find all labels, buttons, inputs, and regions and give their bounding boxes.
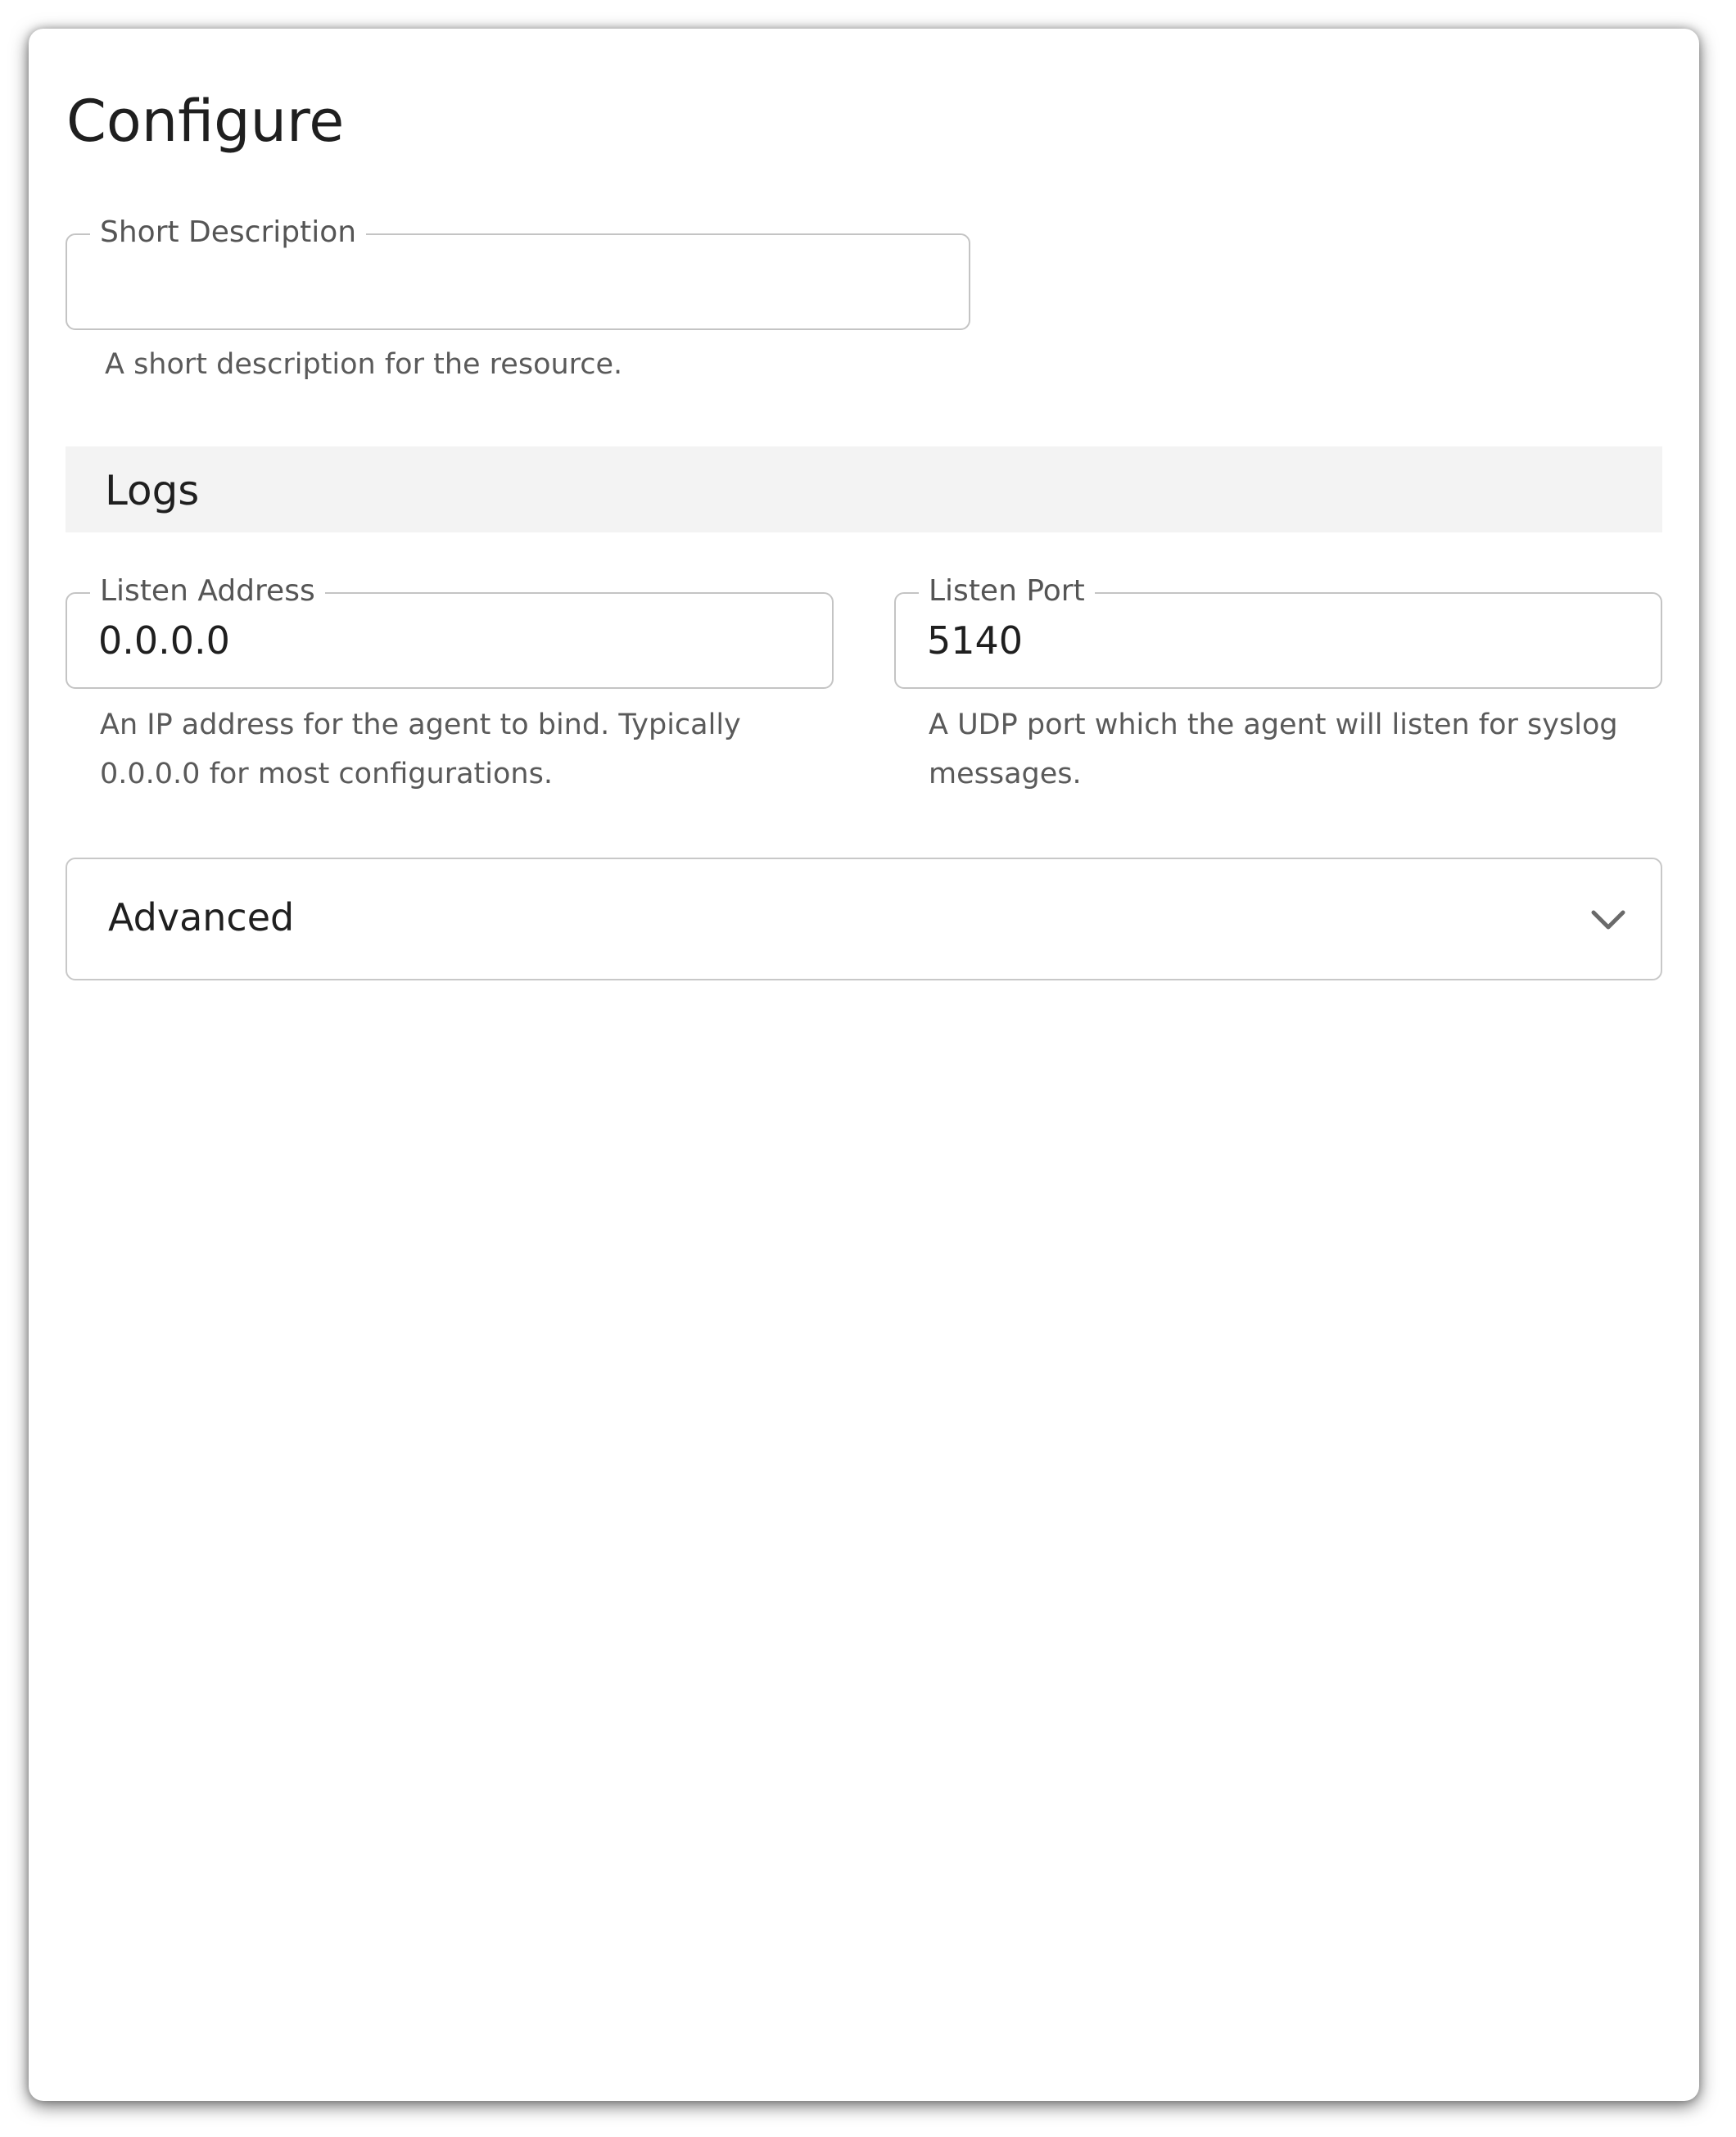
- listen-address-field[interactable]: [66, 574, 834, 689]
- short-description-input[interactable]: [98, 235, 944, 328]
- listen-port-helper: A UDP port which the agent will listen for syslog messages.: [929, 709, 1618, 790]
- listen-address-input[interactable]: [98, 594, 807, 687]
- short-description-label: Short Description: [90, 212, 366, 253]
- chevron-down-icon[interactable]: [1587, 899, 1630, 941]
- listen-port-input[interactable]: [927, 594, 1636, 687]
- logs-section-title: Logs: [105, 467, 200, 514]
- advanced-accordion-label: Advanced: [108, 895, 295, 939]
- short-description-helper: A short description for the resource.: [105, 348, 623, 381]
- configure-card: [29, 29, 1699, 2101]
- listen-port-field[interactable]: [894, 574, 1662, 689]
- listen-address-helper: An IP address for the agent to bind. Typically 0.0.0.0 for most configurations.: [100, 709, 741, 790]
- logs-section-header: [66, 446, 1662, 532]
- short-description-field[interactable]: [66, 215, 970, 330]
- page-title: Configure: [66, 88, 345, 155]
- listen-address-label: Listen Address: [90, 571, 325, 612]
- listen-port-label: Listen Port: [919, 571, 1095, 612]
- advanced-accordion[interactable]: [66, 858, 1662, 980]
